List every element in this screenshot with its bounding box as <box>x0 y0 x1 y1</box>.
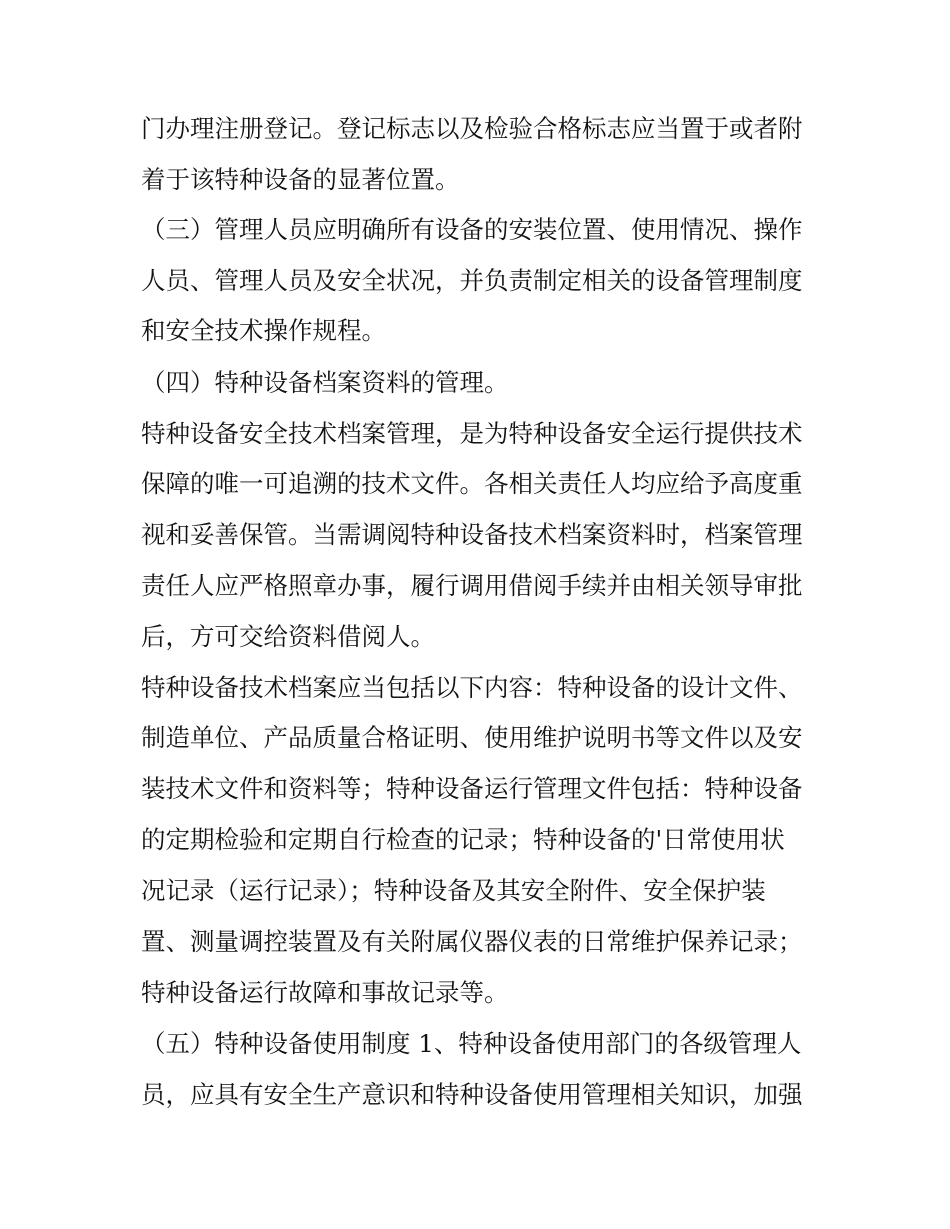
text-line: 视和妥善保管。当需调阅特种设备技术档案资料时，档案管理 <box>141 520 803 549</box>
text-line: 况记录（运行记录）；特种设备及其安全附件、安全保护装 <box>141 876 766 905</box>
text-line: （五）特种设备使用制度 1、特种设备使用部门的各级管理人 <box>141 1029 802 1058</box>
text-line: 责任人应严格照章办事，履行调用借阅手续并由相关领导审批 <box>141 571 803 600</box>
text-line: （三）管理人员应明确所有设备的安装位置、使用情况、操作 <box>141 215 803 244</box>
text-line: 门办理注册登记。登记标志以及检验合格标志应当置于或者附 <box>141 114 803 143</box>
text-line: 置、测量调控装置及有关附属仪器仪表的日常维护保养记录； <box>141 927 803 956</box>
text-line: 后，方可交给资料借阅人。 <box>141 622 435 651</box>
text-line: 和安全技术操作规程。 <box>141 316 386 345</box>
text-line: 保障的唯一可追溯的技术文件。各相关责任人均应给予高度重 <box>141 469 803 498</box>
text-line: 制造单位、产品质量合格证明、使用维护说明书等文件以及安 <box>141 723 803 752</box>
text-line: 特种设备技术档案应当包括以下内容：特种设备的设计文件、 <box>141 673 803 702</box>
text-line: 员，应具有安全生产意识和特种设备使用管理相关知识，加强 <box>141 1080 803 1109</box>
text-line: 特种设备运行故障和事故记录等。 <box>141 978 509 1007</box>
text-line: 着于该特种设备的显著位置。 <box>141 165 460 194</box>
text-line: 装技术文件和资料等；特种设备运行管理文件包括：特种设备 <box>141 774 803 803</box>
text-line: 人员、管理人员及安全状况，并负责制定相关的设备管理制度 <box>141 266 803 295</box>
text-line: （四）特种设备档案资料的管理。 <box>141 368 509 397</box>
text-line: 特种设备安全技术档案管理，是为特种设备安全运行提供技术 <box>141 419 803 448</box>
text-line: 的定期检验和定期自行检查的记录；特种设备的'日常使用状 <box>141 825 785 854</box>
